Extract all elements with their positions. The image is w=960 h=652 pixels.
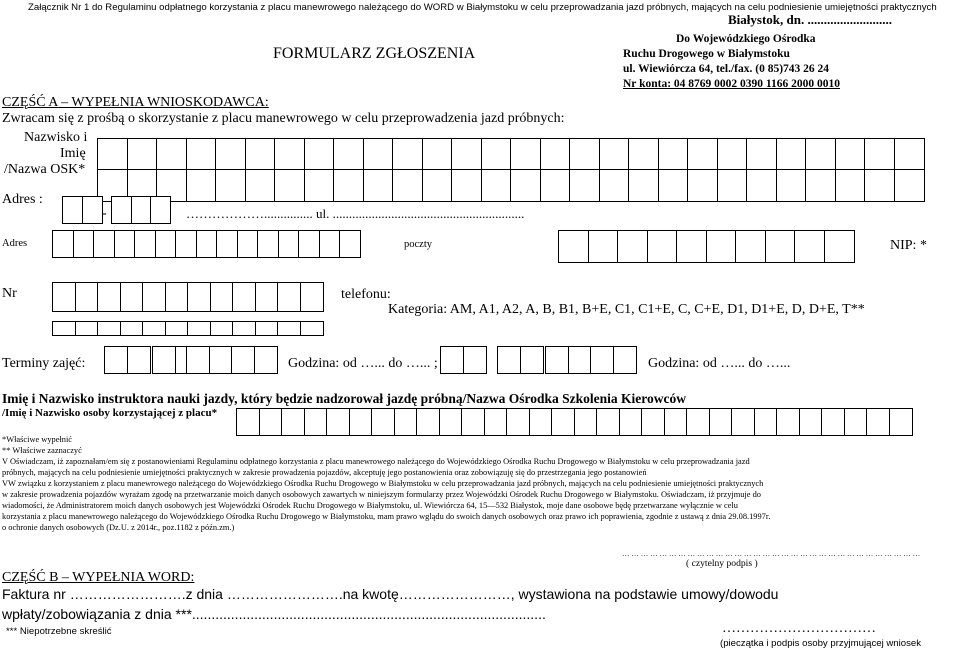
category-box[interactable] (165, 321, 189, 336)
nip-box[interactable] (588, 230, 619, 263)
address-boxes[interactable] (52, 230, 360, 258)
term-box[interactable] (186, 346, 210, 374)
address-box[interactable] (73, 230, 95, 258)
nip-box[interactable] (765, 230, 796, 263)
name-box[interactable] (776, 169, 807, 202)
category-box[interactable] (97, 321, 121, 336)
instructor-box[interactable] (394, 408, 418, 436)
part-a-heading: CZĘŚĆ A – WYPEŁNIA WNIOSKODAWCA: (2, 95, 269, 110)
name-box[interactable] (717, 169, 748, 202)
address-box[interactable] (319, 230, 341, 258)
consent-text: korzystania z placu manewrowego należącego do Wojewódzkiego Ośrodka Ruchu Drogowego w Białymstoku, mam prawo wglądu do swoich danych osobowych oraz prawo ich poprawienia, zgodnie z ustawą z dnia 29.08.1997r. (2, 512, 771, 521)
term-date-boxes-4[interactable] (440, 346, 485, 374)
term-box[interactable] (590, 346, 614, 374)
name-box[interactable] (658, 169, 689, 202)
term-box[interactable] (545, 346, 569, 374)
instructor-box[interactable] (439, 408, 463, 436)
category-boxes[interactable] (52, 321, 322, 336)
addressee-line: ul. Wiewiórcza 64, tel./fax. (0 85)743 26 24 (623, 63, 830, 75)
instructor-box[interactable] (619, 408, 643, 436)
name-box[interactable] (186, 169, 217, 202)
name-box[interactable] (569, 138, 600, 171)
instructor-box[interactable] (686, 408, 710, 436)
term-date-boxes-3[interactable] (186, 346, 276, 374)
consent-text: VW związku z korzystaniem z placu manewrowego należącego do Wojewódzkiego Ośrodka Ruchu Drogowego w Białymstoku w celu przeprowadzania jazd próbnych, mających na celu podniesienie umiejętności praktycznych (2, 479, 764, 488)
stamp-label: (pieczątka i podpis osoby przyjmującej wniosek (720, 638, 922, 649)
instructor-label: Imię i Nazwisko instruktora nauki jazdy, który będzie nadzorował jazdę próbną/Nazwa Ośrodka Szkolenia Kierowców (2, 391, 687, 406)
category-box[interactable] (300, 321, 324, 336)
instructor-box[interactable] (641, 408, 665, 436)
name-box[interactable] (687, 169, 718, 202)
instructor-box[interactable] (731, 408, 755, 436)
name-box[interactable] (245, 138, 276, 171)
name-box[interactable] (864, 138, 895, 171)
postal-code-boxes-1[interactable] (62, 196, 101, 224)
name-label: Imię (60, 146, 86, 161)
address-box[interactable] (196, 230, 218, 258)
instructor-box[interactable] (866, 408, 890, 436)
name-box[interactable] (894, 138, 925, 171)
hours-range-1: Godzina: od …... do …... ; (288, 356, 438, 371)
instructor-box[interactable] (709, 408, 733, 436)
instructor-box[interactable] (776, 408, 800, 436)
addressee-line: Ruchu Drogowego w Białymstoku (623, 48, 790, 60)
address-box[interactable] (257, 230, 279, 258)
name-box[interactable] (422, 169, 453, 202)
phone-box[interactable] (75, 282, 99, 312)
request-text: Zwracam się z prośbą o skorzystanie z placu manewrowego w celu przeprowadzenia jazd próbnych: (2, 111, 565, 126)
instructor-box[interactable] (844, 408, 868, 436)
category-box[interactable] (187, 321, 211, 336)
name-box[interactable] (97, 138, 128, 171)
phone-boxes[interactable] (52, 282, 322, 312)
name-box[interactable] (540, 169, 571, 202)
instructor-box[interactable] (664, 408, 688, 436)
phone-box[interactable] (210, 282, 234, 312)
name-label: /Nazwa OSK* (4, 162, 86, 177)
address-box[interactable] (278, 230, 300, 258)
term-box[interactable] (463, 346, 487, 374)
instructor-box[interactable] (304, 408, 328, 436)
address-box[interactable] (237, 230, 259, 258)
address-box[interactable] (339, 230, 361, 258)
form-title: FORMULARZ ZGŁOSZENIA (273, 45, 476, 62)
name-box[interactable] (746, 138, 777, 171)
terms-label: Terminy zajęć: (2, 356, 86, 371)
name-box[interactable] (599, 138, 630, 171)
phone-box[interactable] (165, 282, 189, 312)
instructor-box[interactable] (596, 408, 620, 436)
instructor-boxes[interactable] (236, 408, 911, 436)
name-box[interactable] (304, 169, 335, 202)
category-box[interactable] (255, 321, 279, 336)
postal-box[interactable] (82, 196, 103, 224)
name-box[interactable] (540, 138, 571, 171)
name-box[interactable] (392, 138, 423, 171)
address-box[interactable] (216, 230, 238, 258)
footnote: ** Właściwe zaznaczyć (2, 446, 82, 455)
name-box[interactable] (127, 138, 158, 171)
name-box[interactable] (422, 138, 453, 171)
category-box[interactable] (210, 321, 234, 336)
name-box[interactable] (274, 138, 305, 171)
name-box[interactable] (451, 169, 482, 202)
address-box[interactable] (155, 230, 177, 258)
instructor-box[interactable] (371, 408, 395, 436)
postal-separator: - (102, 206, 107, 221)
name-box[interactable] (569, 169, 600, 202)
address-label: Adres : (2, 192, 43, 207)
address-small-label: Adres (2, 238, 28, 249)
nip-label: NIP: * (890, 238, 927, 253)
stamp-line[interactable]: …………………………… (722, 621, 876, 636)
consent-text: V Oświadczam, iż zapoznałam/em się z postanowieniami Regulaminu odpłatnego korzystania z placu manewrowego należącego do Wojewódzkiego Ośrodka Ruchu Drogowego w Białymstoku w celu przeprowadzania jazd (2, 457, 750, 466)
instructor-box[interactable] (799, 408, 823, 436)
name-box[interactable] (481, 169, 512, 202)
name-label: Nazwisko i (24, 130, 88, 145)
instructor-box[interactable] (416, 408, 440, 436)
addressee-line: Do Wojewódzkiego Ośrodka (676, 33, 816, 45)
postal-box[interactable] (62, 196, 83, 224)
term-box[interactable] (440, 346, 464, 374)
nip-box[interactable] (676, 230, 707, 263)
instructor-box[interactable] (326, 408, 350, 436)
postal-box[interactable] (131, 196, 152, 224)
name-box[interactable] (805, 138, 836, 171)
term-box[interactable] (152, 346, 176, 374)
nip-box[interactable] (558, 230, 589, 263)
address-dots: ………………............... ul. ........................................................... (186, 206, 525, 221)
name-box[interactable] (333, 169, 364, 202)
name-box[interactable] (363, 169, 394, 202)
phone-box[interactable] (52, 282, 76, 312)
telefonu-label: telefonu: (341, 287, 391, 302)
payment-line[interactable]: wpłaty/zobowiązania z dnia ***........................................................................................... (2, 606, 546, 622)
category-box[interactable] (142, 321, 166, 336)
category-box[interactable] (120, 321, 144, 336)
name-box[interactable] (835, 138, 866, 171)
category-box[interactable] (75, 321, 99, 336)
name-box[interactable] (628, 169, 659, 202)
postal-code-boxes-2[interactable] (111, 196, 170, 224)
name-box[interactable] (304, 138, 335, 171)
address-box[interactable] (52, 230, 74, 258)
instructor-box[interactable] (236, 408, 260, 436)
instructor-box[interactable] (574, 408, 598, 436)
name-box[interactable] (717, 138, 748, 171)
category-line: Kategoria: AM, A1, A2, A, B, B1, B+E, C1, C1+E, C, C+E, D1, D1+E, D, D+E, T** (388, 302, 865, 317)
attachment-note: Załącznik Nr 1 do Regulaminu odpłatnego korzystania z placu manewrowego należącego do WORD w Białymstoku w celu przeprowadzania jazd próbnych, mających na celu podniesienie umiejętności praktycznych (28, 2, 937, 13)
name-box[interactable] (156, 138, 187, 171)
category-box[interactable] (232, 321, 256, 336)
hours-range-2: Godzina: od …... do …... (648, 356, 791, 371)
term-box[interactable] (104, 346, 128, 374)
instructor-box[interactable] (821, 408, 845, 436)
instructor-box[interactable] (259, 408, 283, 436)
instructor-box[interactable] (281, 408, 305, 436)
name-box[interactable] (510, 138, 541, 171)
instructor-box[interactable] (349, 408, 373, 436)
place-date: Białystok, dn. .......................... (728, 12, 892, 27)
address-box[interactable] (93, 230, 115, 258)
instructor-box[interactable] (461, 408, 485, 436)
phone-box[interactable] (232, 282, 256, 312)
part-b-heading: CZĘŚĆ B – WYPEŁNIA WORD: (2, 570, 195, 585)
name-box[interactable] (451, 138, 482, 171)
phone-box[interactable] (120, 282, 144, 312)
signature-line[interactable]: … … … … … … … … … … … … … … … … … … … … … … … … … … … … … … … … (622, 549, 921, 558)
address-box[interactable] (175, 230, 197, 258)
instructor-box[interactable] (506, 408, 530, 436)
name-box[interactable] (658, 138, 689, 171)
consent-text: wiadomości, że Administratorem moich danych osobowych jest Wojewódzki Ośrodek Ruchu Drogowego w Białymstoku, ul. Wiewiórcza 64, 15—532 Białystok, moje dane osobowe będę przetwarzane wyłącznie w celu (2, 501, 738, 510)
phone-box[interactable] (277, 282, 301, 312)
category-box[interactable] (52, 321, 76, 336)
consent-text: o ochronie danych osobowych (Dz.U. z 2014r., poz.1182 z późn.zm.) (2, 523, 235, 532)
term-box[interactable] (127, 346, 151, 374)
instructor-box[interactable] (484, 408, 508, 436)
term-box[interactable] (497, 346, 521, 374)
term-date-boxes-5[interactable] (497, 346, 542, 374)
invoice-line[interactable]: Faktura nr …………………….z dnia …………………….na kwotę……………………, wystawiona na podstawie umowy/dowodu (2, 586, 779, 602)
nr-label: Nr (2, 286, 17, 301)
postal-box[interactable] (111, 196, 132, 224)
name-box[interactable] (245, 169, 276, 202)
name-box[interactable] (746, 169, 777, 202)
signature-label: ( czytelny podpis ) (686, 558, 758, 569)
name-box[interactable] (628, 138, 659, 171)
user-label: /Imię i Nazwisko osoby korzystającej z placu* (2, 407, 218, 419)
term-date-boxes-1[interactable] (104, 346, 149, 374)
consent-text: próbnych, mających na celu podniesienie umiejętności praktycznych w zakresie prowadzenia pojazdów, akceptuję jego postanowienia oraz zobowiązuję się do przestrzegania jego postanowień (2, 468, 647, 477)
term-date-boxes-6[interactable] (545, 346, 635, 374)
term-box[interactable] (231, 346, 255, 374)
name-box[interactable] (363, 138, 394, 171)
name-box[interactable] (392, 169, 423, 202)
consent-text: w zakresie prowadzenia pojazdów wyrażam zgodę na przetwarzanie moich danych osobowych zawartych w niniejszym formularzy przez Wojewódzki Ośrodek Ruchu Drogowego w Białymstoku. Oświadczam, iż przyjmuje do (2, 490, 761, 499)
term-box[interactable] (209, 346, 233, 374)
term-box[interactable] (568, 346, 592, 374)
instructor-box[interactable] (889, 408, 913, 436)
name-box[interactable] (687, 138, 718, 171)
nip-box[interactable] (647, 230, 678, 263)
address-box[interactable] (114, 230, 136, 258)
poczty-label: poczty (404, 239, 432, 250)
address-box[interactable] (298, 230, 320, 258)
name-boxes-row-1[interactable] (97, 138, 923, 171)
instructor-box[interactable] (551, 408, 575, 436)
term-box[interactable] (613, 346, 637, 374)
phone-box[interactable] (255, 282, 279, 312)
bank-account: Nr konta: 04 8769 0002 0390 1166 2000 0010 (623, 78, 841, 90)
name-box[interactable] (805, 169, 836, 202)
name-box[interactable] (333, 138, 364, 171)
address-box[interactable] (134, 230, 156, 258)
name-box[interactable] (274, 169, 305, 202)
phone-box[interactable] (142, 282, 166, 312)
term-box[interactable] (520, 346, 544, 374)
postal-box[interactable] (150, 196, 171, 224)
nip-box[interactable] (617, 230, 648, 263)
name-box[interactable] (864, 169, 895, 202)
nip-box[interactable] (824, 230, 855, 263)
phone-box[interactable] (187, 282, 211, 312)
strike-note: *** Niepotrzebne skreślić (6, 626, 112, 637)
name-box[interactable] (215, 169, 246, 202)
name-boxes-row-2[interactable] (97, 169, 923, 202)
name-box[interactable] (894, 169, 925, 202)
name-box[interactable] (835, 169, 866, 202)
nip-box[interactable] (735, 230, 766, 263)
name-box[interactable] (776, 138, 807, 171)
name-box[interactable] (186, 138, 217, 171)
name-box[interactable] (481, 138, 512, 171)
nip-box[interactable] (794, 230, 825, 263)
name-box[interactable] (599, 169, 630, 202)
nip-box[interactable] (706, 230, 737, 263)
name-box[interactable] (215, 138, 246, 171)
phone-box[interactable] (97, 282, 121, 312)
instructor-box[interactable] (529, 408, 553, 436)
category-box[interactable] (277, 321, 301, 336)
phone-box[interactable] (300, 282, 324, 312)
term-box[interactable] (254, 346, 278, 374)
name-box[interactable] (510, 169, 541, 202)
nip-boxes[interactable] (558, 230, 853, 263)
footnote: *Właściwe wypełnić (2, 435, 72, 444)
instructor-box[interactable] (754, 408, 778, 436)
